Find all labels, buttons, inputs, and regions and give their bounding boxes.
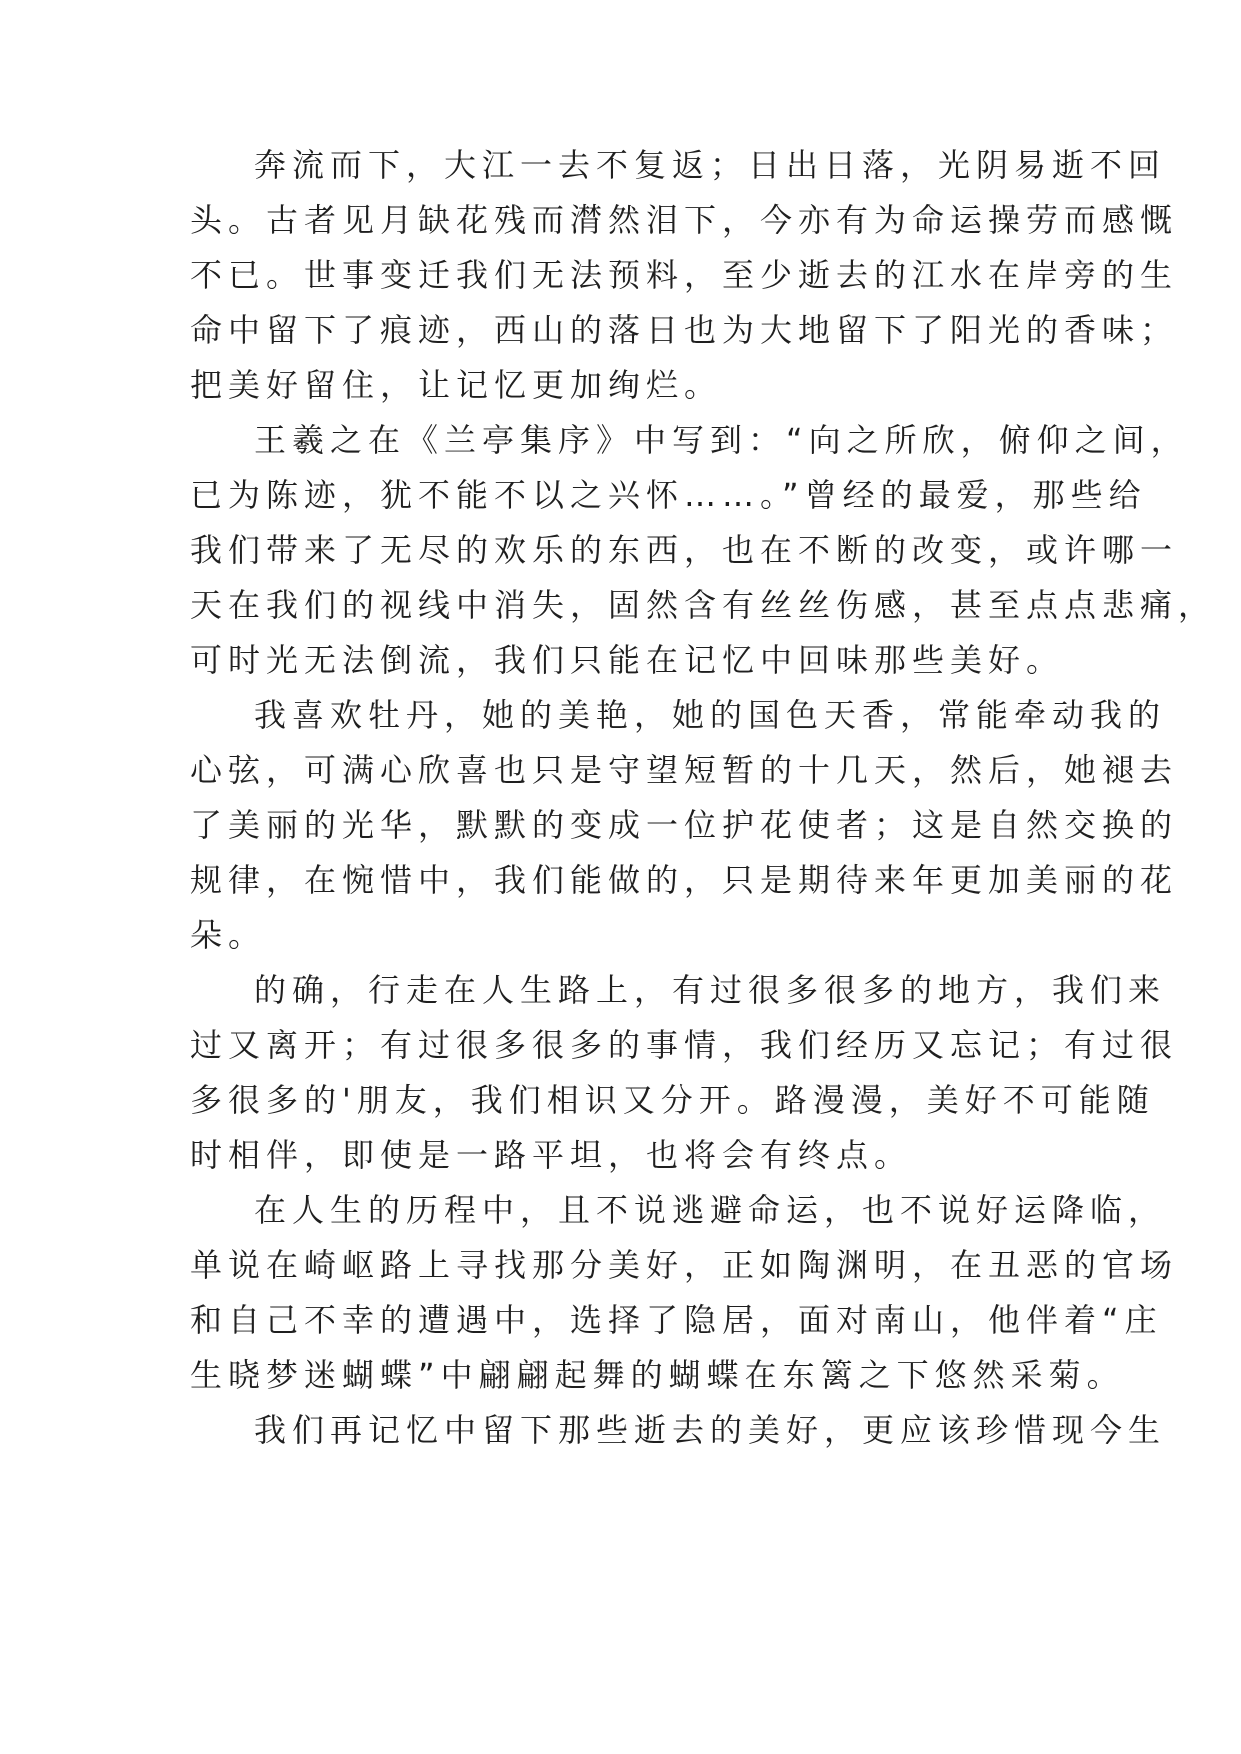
text-line: 和自己不幸的遭遇中，选择了隐居，面对南山，他伴着“庄 [190,1301,1163,1339]
text-line: 生晓梦迷蝴蝶”中翩翩起舞的蝴蝶在东篱之下悠然采菊。 [190,1356,1125,1394]
text-line: 把美好留住，让记忆更加绚烂。 [190,366,723,404]
text-line: 心弦，可满心欣喜也只是守望短暂的十几天，然后，她褪去 [190,751,1179,789]
text-line: 过又离开；有过很多很多的事情，我们经历又忘记；有过很 [190,1026,1179,1064]
text-line: 多很多的'朋友，我们相识又分开。路漫漫，美好不可能随 [190,1081,1155,1119]
text-line: 不已。世事变迁我们无法预料，至少逝去的江水在岸旁的生 [190,256,1179,294]
text-line: 已为陈迹，犹不能不以之兴怀……。”曾经的最爱，那些给 [190,476,1147,514]
text-line: 头。古者见月缺花残而潸然泪下，今亦有为命运操劳而感慨 [190,201,1179,239]
text-line: 我们带来了无尽的欢乐的东西，也在不断的改变，或许哪一 [190,531,1179,569]
text-line: 在人生的历程中，且不说逃避命运，也不说好运降临， [254,1191,1167,1229]
text-line: 我们再记忆中留下那些逝去的美好，更应该珍惜现今生 [254,1411,1167,1449]
text-line: 单说在崎岖路上寻找那分美好，正如陶渊明，在丑恶的官场 [190,1246,1179,1284]
text-line: 我喜欢牡丹，她的美艳，她的国色天香，常能牵动我的 [254,696,1167,734]
text-line: 的确，行走在人生路上，有过很多很多的地方，我们来 [254,971,1167,1009]
text-line: 命中留下了痕迹，西山的落日也为大地留下了阳光的香味； [190,311,1179,349]
text-line: 可时光无法倒流，我们只能在记忆中回味那些美好。 [190,641,1065,679]
text-line: 时相伴，即使是一路平坦，也将会有终点。 [190,1136,913,1174]
text-line: 规律，在惋惜中，我们能做的，只是期待来年更加美丽的花 [190,861,1179,899]
text-line: 天在我们的视线中消失，固然含有丝丝伤感，甚至点点悲痛， [190,586,1217,624]
text-line: 王羲之在《兰亭集序》中写到：“向之所欣，俯仰之间， [254,421,1189,459]
text-line: 朵。 [190,916,267,954]
text-line: 了美丽的光华，默默的变成一位护花使者；这是自然交换的 [190,806,1179,844]
text-line: 奔流而下，大江一去不复返；日出日落，光阴易逝不回 [254,146,1167,184]
